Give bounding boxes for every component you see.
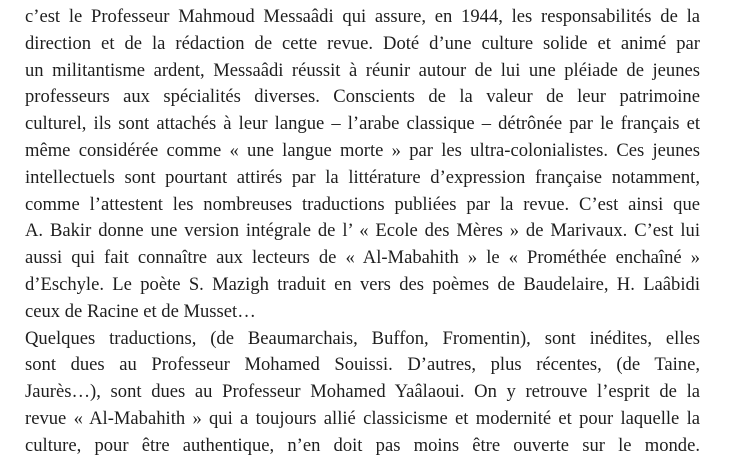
text-line: revue « Al-Mabahith » qui a toujours allié classicisme et modernité et pour laquelle la — [25, 407, 700, 429]
text-line: intellectuels sont pourtant attirés par la littérature d’expression française notamment, — [25, 166, 700, 188]
text-line: un militantisme ardent, Messaâdi réussit à réunir autour de lui une pléiade de jeunes — [25, 59, 700, 81]
text-line: aussi qui fait connaître aux lecteurs de « Al-Mabahith » le « Prométhée enchaîné » — [25, 247, 700, 269]
text-line: Quelques traductions, (de Beaumarchais, Buffon, Fromentin), sont inédites, elles — [25, 327, 700, 349]
text-line: culturel, ils sont attachés à leur langue – l’arabe classique – détrônée par le français et — [25, 113, 700, 135]
text-line: A. Bakir donne une version intégrale de l’ « Ecole des Mères » de Marivaux. C’est lui — [25, 220, 700, 242]
text-line: même considérée comme « une langue morte » par les ultra-colonialistes. Ces jeunes — [25, 139, 700, 161]
text-line: professeurs aux spécialités diverses. Conscients de la valeur de leur patrimoine — [25, 86, 700, 108]
text-line: comme l’attestent les nombreuses traductions publiées par la revue. C’est ainsi que — [25, 193, 700, 215]
text-line: Jaurès…), sont dues au Professeur Mohamed Yaâlaoui. On y retrouve l’esprit de la — [25, 381, 700, 403]
text-line: c’est le Professeur Mahmoud Messaâdi qui assure, en 1944, les responsabilités de la — [25, 6, 700, 27]
paragraph-2 — [25, 326, 700, 460]
paragraph-1 — [25, 4, 700, 326]
document-page — [25, 4, 700, 460]
text-line: d’Eschyle. Le poète S. Mazigh traduit en vers des poèmes de Baudelaire, H. Laâbidi — [25, 273, 700, 295]
text-line: ceux de Racine et de Musset… — [25, 300, 256, 322]
text-line: culture, pour être authentique, n’en doit pas moins être ouverte sur le monde. — [25, 434, 700, 456]
text-line: sont dues au Professeur Mohamed Souissi. D’autres, plus récentes, (de Taine, — [25, 354, 700, 376]
text-line: direction et de la rédaction de cette revue. Doté d’une culture solide et animé par — [25, 32, 700, 54]
